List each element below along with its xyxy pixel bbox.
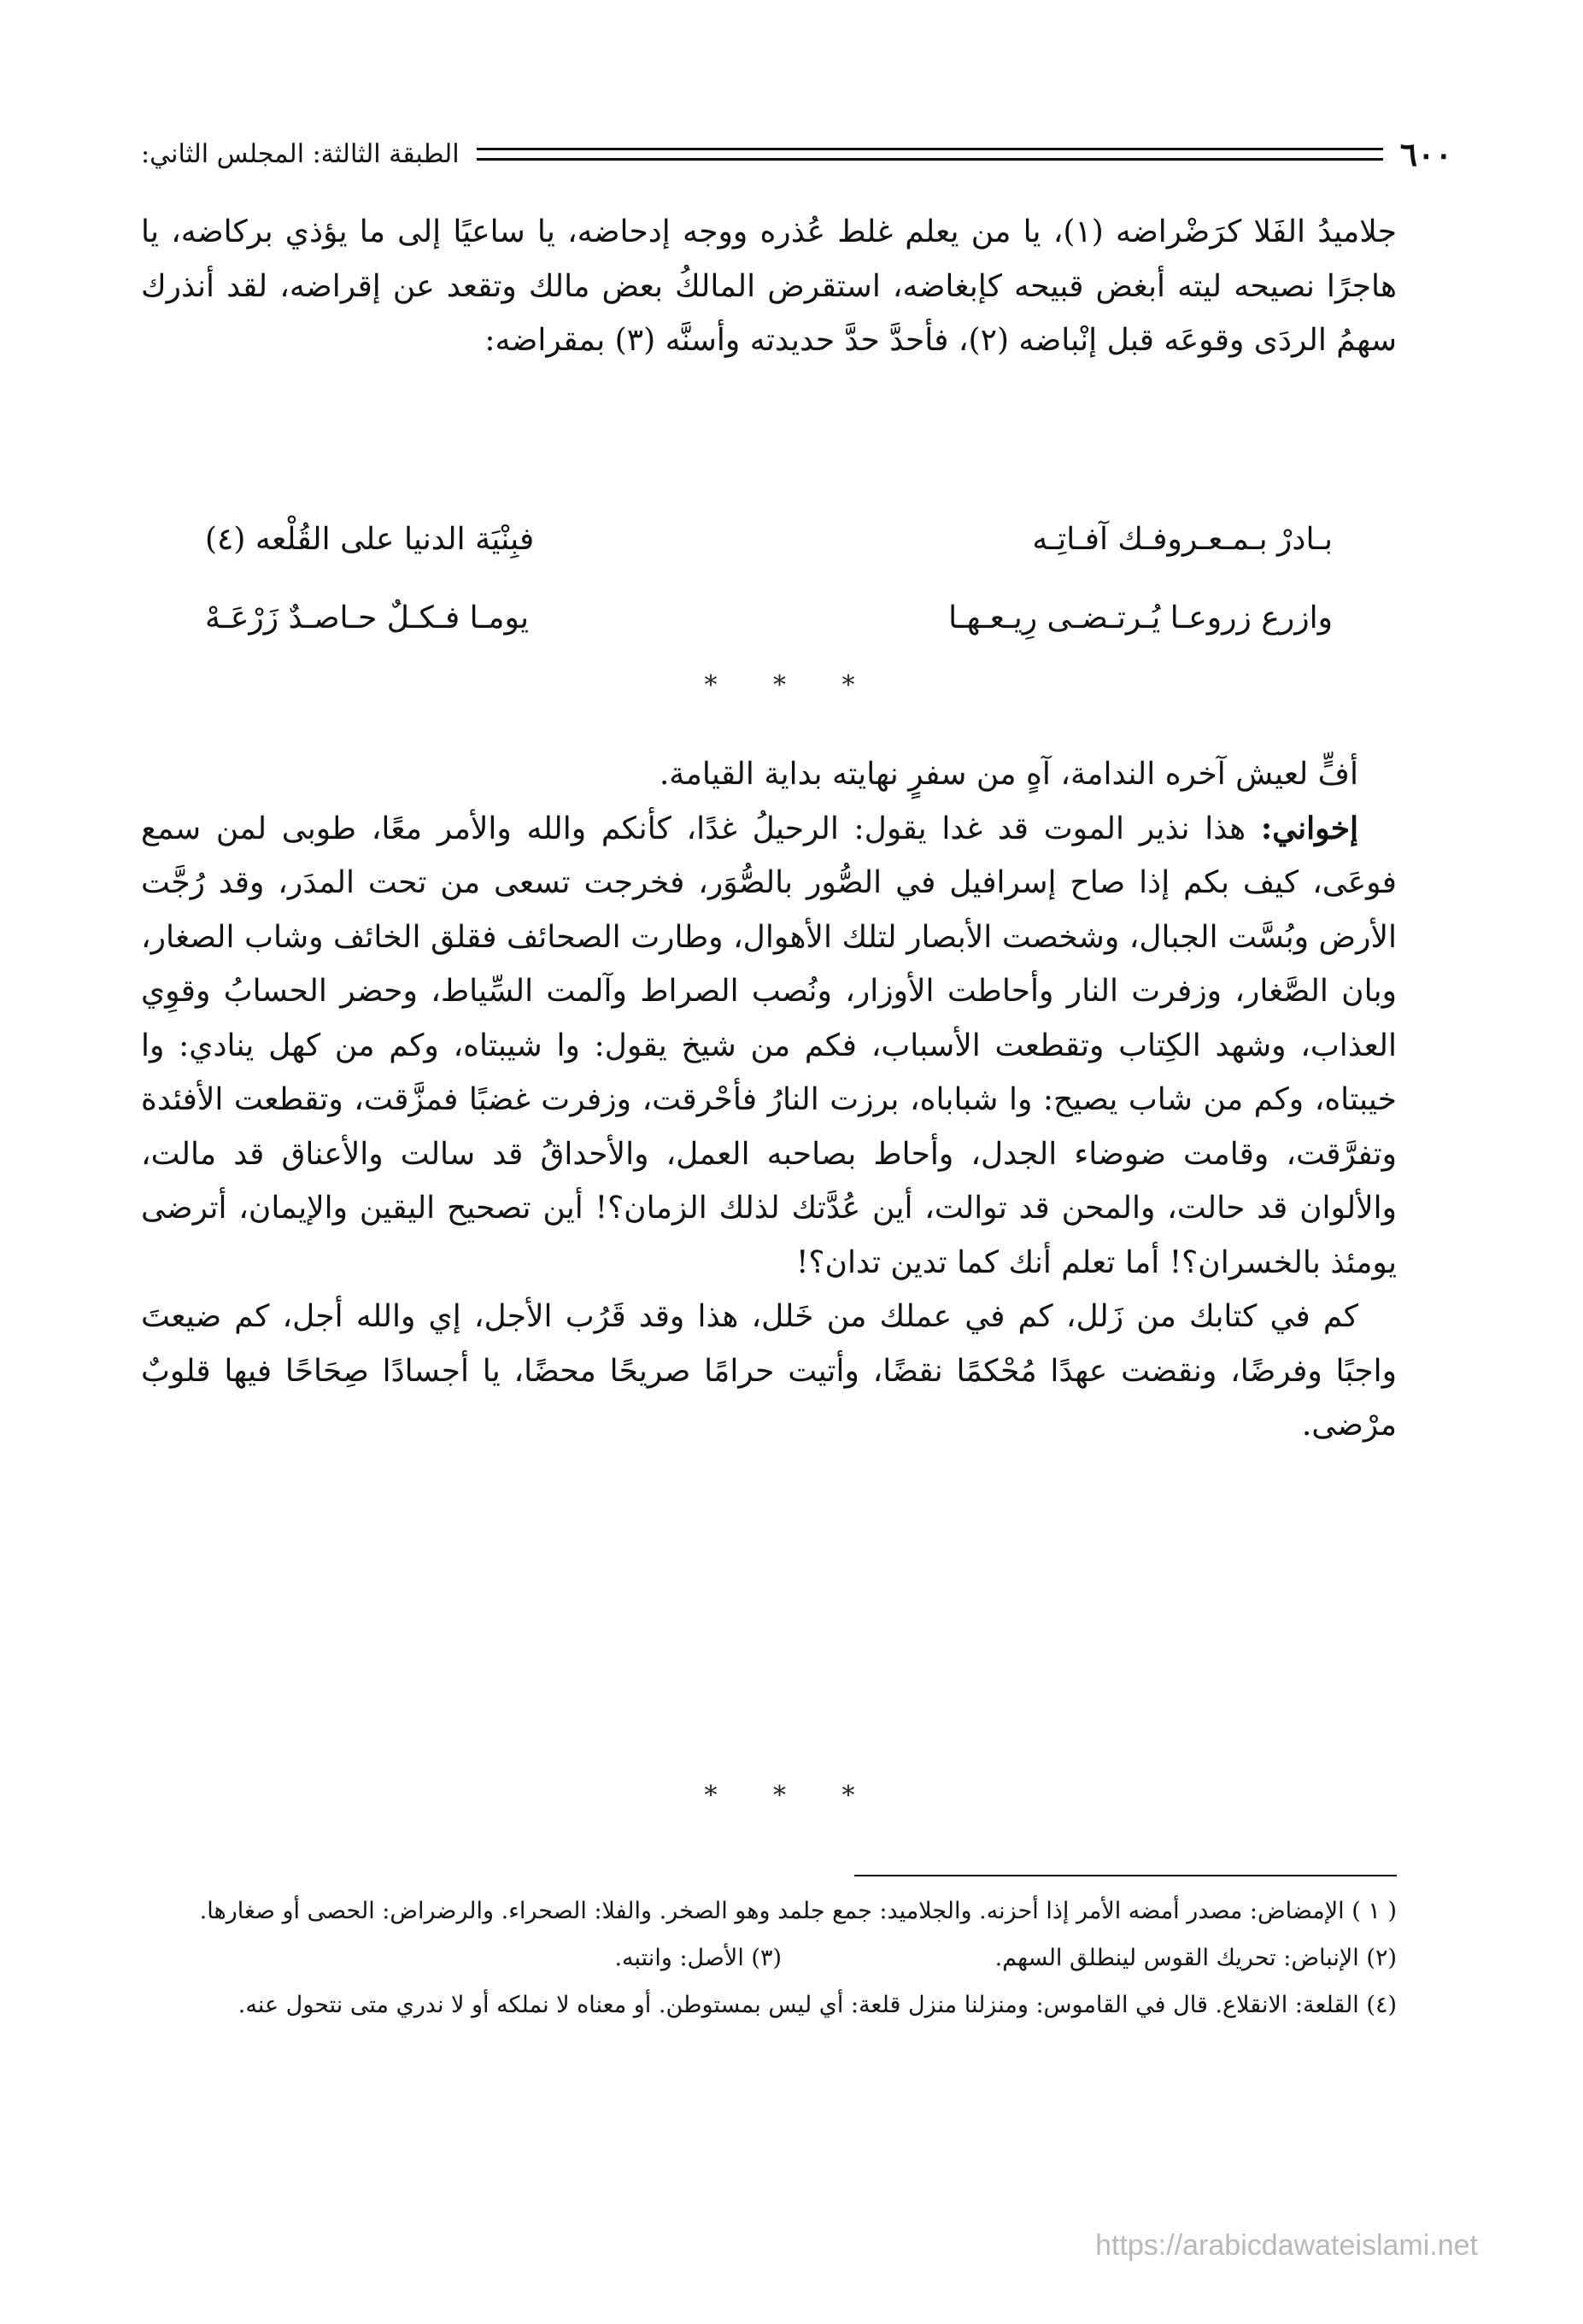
main-text-block (141, 747, 1397, 1453)
watermark-url: https://arabicdawateislami.net (1095, 2229, 1478, 2262)
paragraph-1: جلاميدُ الفَلا كرَضْراضه (١)، يا من يعلم غلط عُذره ووجه إدحاضه، يا ساعيًا إلى ما يؤذي بركاضه، يا هاجرًا نصيحه ليته أبغض قبيحه كإبغاضه، استقرض المالكُ بعض مالك وتقعد عن إقراضه، لقد أنذرك سهمُ الردَى وقوعَه قبل إنْباضه (٢)، فأحدَّ حدَّ حديدته وأسنَّه (٣) بمقراضه: (141, 214, 1397, 358)
paragraph-1-block (141, 205, 1397, 368)
poem (205, 500, 1333, 657)
page-number: ٦٠٠ (1399, 134, 1452, 173)
footnote-3: (٣) الأصل: وانتبه. (614, 1945, 782, 1971)
footnote-rule (854, 1875, 1397, 1876)
paragraph-2: أفٍّ لعيش آخره الندامة، آهٍ من سفرٍ نهايته بداية القيامة. (659, 757, 1358, 792)
footnote-1: ( ١ ) الإمضاض: مصدر أمضه الأمر إذا أحزنه. والجلاميد: جمع جلمد وهو الصخر. والفلا: الصحراء. والرضراض: الحصى أو صغارها. (199, 1898, 1397, 1924)
verse-2-first-hemistich: وازرع زروعـا يُـرتـضـى رِيـعـهـا (948, 600, 1333, 635)
header-rule (477, 148, 1383, 161)
verse-1-first-hemistich: بـادرْ بـمـعـروفـك آفـاتِـه (1032, 521, 1333, 557)
paragraph-4: كم في كتابك من زَلل، كم في عملك من خَلل، هذا وقد قَرُب الأجل، إي والله أجل، كم ضيعتَ واجبًا وفرضًا، ونقضت عهدًا مُحْكمًا نقضًا، وأتيت حرامًا صريحًا محضًا، يا أجسادًا صِحَاحًا فيها قلوبٌ مرْضى. (141, 1299, 1397, 1443)
footnote-4: (٤) القلعة: الانقلاع. قال في القاموس: ومنزلنا منزل قلعة: أي ليس بمستوطن. أو معناه لا نملكه أو لا ندري متى نتحول عنه. (237, 1992, 1397, 2018)
paragraph-3-lead: إخواني: (1260, 810, 1358, 846)
header-title: الطبقة الثالثة: المجلس الثاني: (141, 138, 460, 169)
footnote-2: (٢) الإنباض: تحريك القوس لينطلق السهم. (994, 1945, 1397, 1971)
verse-2-second-hemistich: يومـا فـكـلٌ حـاصـدٌ زَرْعَـهْ (205, 600, 530, 635)
poem-verse-1 (205, 500, 1333, 578)
footnotes (141, 1888, 1397, 2028)
section-separator-1: * * * (704, 670, 879, 700)
poem-verse-2 (205, 578, 1333, 657)
verse-1-second-hemistich: فبِنْيَة الدنيا على القُلْعه (٤) (205, 521, 535, 557)
paragraph-3 (141, 802, 1397, 1291)
paragraph-3-text: هذا نذير الموت قد غدا يقول: الرحيلُ غدًا، كأنكم والله والأمر معًا، طوبى لمن سمع فوعَى، كيف بكم إذا صاح إسرافيل في الصُّور بالصُّوَر، فخرجت تسعى من تحت المدَر، وقد رُجَّت الأرض وبُسَّت الجبال، وشخصت الأبصار لتلك الأهوال، وطارت الصحائف فقلق الخائف وشاب الصغار، وبان الصَّغار، وزفرت النار وأحاطت الأوزار، ونُصب الصراط وآلمت السِّياط، وحضر الحسابُ وقوِي العذاب، وشهد الكِتاب وتقطعت الأسباب، فكم من شيخ يقول: وا شيبتاه، وكم من كهل ينادي: وا خيبتاه، وكم من شاب يصيح: وا شباباه، برزت النارُ فأحْرقت، وزفرت غضبًا فمزَّقت، وتقطعت الأفئدة وتفرَّقت، وقامت ضوضاء الجدل، وأحاط بصاحبه العمل، والأحداقُ قد سالت والأعناق قد مالت، والألوان قد حالت، والمحن قد توالت، أين عُدَّتك لذلك الزمان؟! أين تصحيح اليقين والإيمان، أترضى يومئذ بالخسران؟! أما تعلم أنك كما تدين تدان؟! (141, 811, 1398, 1280)
footnote-row-2-3 (141, 1935, 1397, 1982)
page-header (141, 132, 1452, 175)
section-separator-2: * * * (704, 1781, 879, 1811)
